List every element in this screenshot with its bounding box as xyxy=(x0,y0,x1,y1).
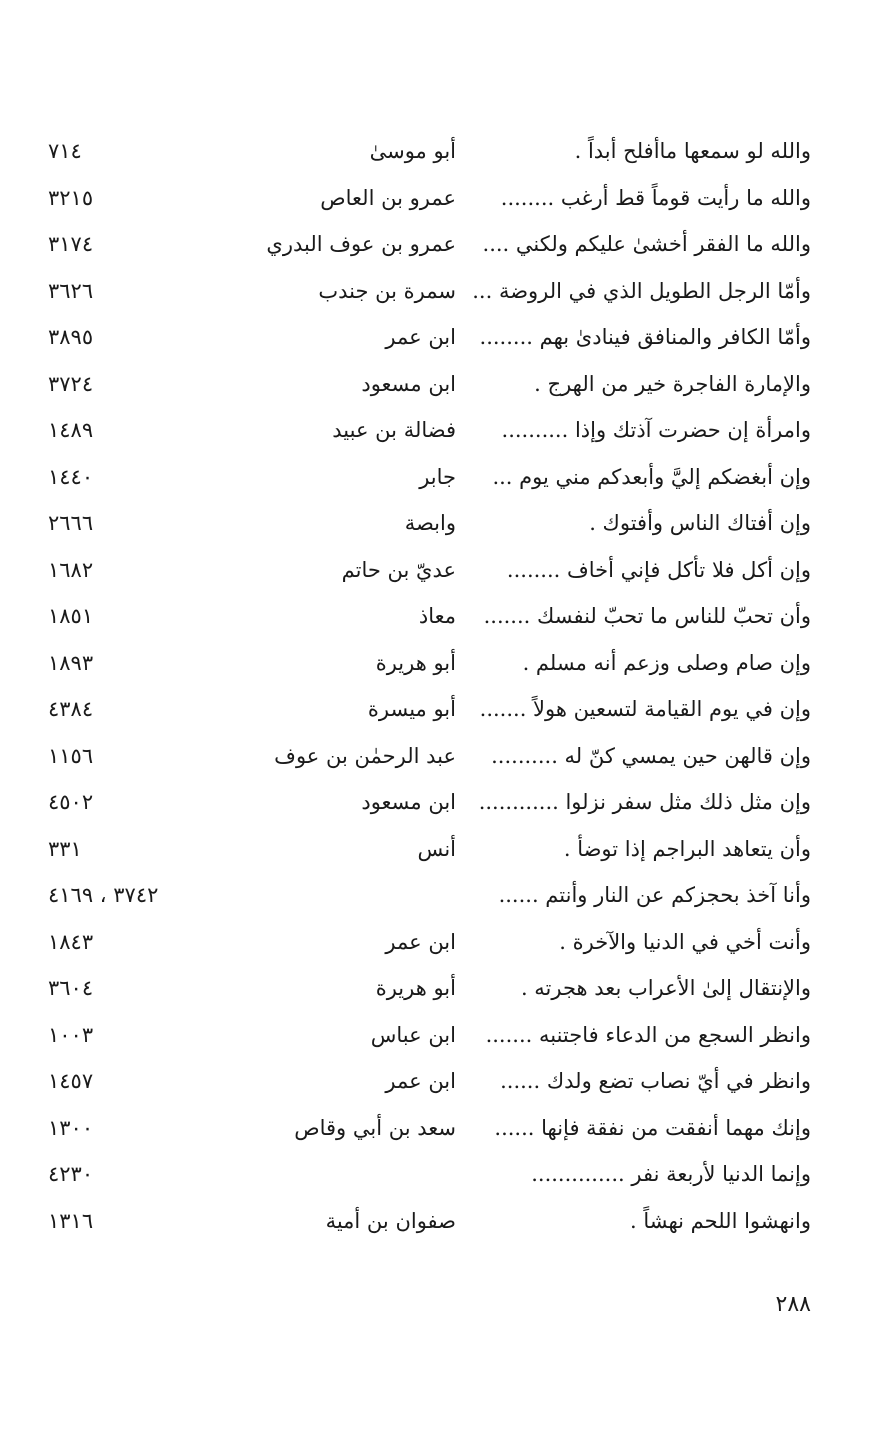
reference-number: ٣٣١ xyxy=(48,836,82,861)
reference-number: ١٨٤٣ xyxy=(48,929,94,954)
hadith-text: وأن يتعاهد البراجم إذا توضأ . xyxy=(563,836,811,861)
narrator-name: وابصة xyxy=(404,511,456,535)
reference-number: ٤٥٠٢ xyxy=(48,790,94,814)
hadith-text: وإن قالهن حين يمسي كنّ له .......... xyxy=(491,743,811,768)
reference-number: ٣٨٩٥ xyxy=(48,325,94,349)
narrator-name: أبو ميسرة xyxy=(367,697,456,721)
index-row xyxy=(0,733,891,780)
reference-number: ١٦٨٢ xyxy=(48,557,94,582)
reference-number: ٣٧٢٤ xyxy=(48,371,94,396)
index-row xyxy=(0,826,891,873)
index-row xyxy=(0,361,891,408)
narrator-name: صفوان بن أمية xyxy=(325,1208,456,1233)
index-row xyxy=(0,175,891,222)
index-row xyxy=(0,454,891,501)
index-row xyxy=(0,1151,891,1198)
narrator-name: أنس xyxy=(417,836,456,861)
reference-number: ٤٢٣٠ xyxy=(48,1162,94,1186)
hadith-text: وإن أفتاك الناس وأفتوك . xyxy=(589,511,811,535)
index-row xyxy=(0,965,891,1012)
hadith-text: وإن صام وصلى وزعم أنه مسلم . xyxy=(522,650,811,675)
narrator-name: ابن عمر xyxy=(385,929,456,954)
page-number: ٢٨٨ xyxy=(775,1292,811,1317)
reference-number: ١٨٥١ xyxy=(48,604,94,628)
index-row xyxy=(0,314,891,361)
narrator-name: سعد بن أبي وقاص xyxy=(294,1115,456,1140)
index-row xyxy=(0,919,891,966)
hadith-text: والله ما الفقر أخشىٰ عليكم ولكني .... xyxy=(482,232,811,256)
hadith-text: وأنا آخذ بحجزكم عن النار وأنتم ...... xyxy=(498,883,811,907)
index-row xyxy=(0,128,891,175)
reference-number: ١٣١٦ xyxy=(48,1208,94,1233)
hadith-index-list xyxy=(0,128,891,1244)
index-row xyxy=(0,779,891,826)
index-row xyxy=(0,268,891,315)
reference-number: ١٣٠٠ xyxy=(48,1115,94,1140)
index-row xyxy=(0,1198,891,1245)
hadith-text: وإنك مهما أنفقت من نفقة فإنها ...... xyxy=(494,1115,811,1140)
hadith-text: والإنتقال إلىٰ الأعراب بعد هجرته . xyxy=(520,976,811,1000)
narrator-name: عمرو بن العاص xyxy=(320,185,456,210)
narrator-name: أبو موسىٰ xyxy=(369,139,456,163)
index-row xyxy=(0,547,891,594)
reference-number: ٣١٧٤ xyxy=(48,232,94,256)
hadith-text: وامرأة إن حضرت آذتك وإذا .......... xyxy=(501,418,811,442)
hadith-text: وإنما الدنيا لأربعة نفر .............. xyxy=(531,1162,811,1186)
hadith-text: وإن مثل ذلك مثل سفر نزلوا ............ xyxy=(478,790,811,814)
narrator-name: ابن عمر xyxy=(385,325,456,349)
reference-number: ٧١٤ xyxy=(48,139,82,163)
hadith-text: وأمّا الكافر والمنافق فينادىٰ بهم ........ xyxy=(479,325,811,349)
index-row xyxy=(0,500,891,547)
hadith-text: والإمارة الفاجرة خير من الهرج . xyxy=(534,371,811,396)
index-row xyxy=(0,1105,891,1152)
reference-number: ٣٢١٥ xyxy=(48,185,94,210)
narrator-name: أبو هريرة xyxy=(375,976,456,1000)
narrator-name: عبد الرحمٰن بن عوف xyxy=(274,743,456,768)
hadith-text: وانهشوا اللحم نهشاً . xyxy=(630,1208,811,1233)
reference-number: ٣٧٤٢ ، ٤١٦٩ xyxy=(48,883,159,907)
index-row xyxy=(0,640,891,687)
reference-number: ١٤٥٧ xyxy=(48,1069,94,1093)
hadith-text: وأمّا الرجل الطويل الذي في الروضة ... xyxy=(472,278,811,303)
narrator-name: ابن مسعود xyxy=(361,790,456,814)
reference-number: ٢٦٦٦ xyxy=(48,511,94,535)
reference-number: ١٠٠٣ xyxy=(48,1022,94,1047)
index-row xyxy=(0,1012,891,1059)
reference-number: ١١٥٦ xyxy=(48,743,94,768)
hadith-text: والله ما رأيت قوماً قط أرغب ........ xyxy=(500,185,811,210)
index-row xyxy=(0,407,891,454)
narrator-name: معاذ xyxy=(418,604,456,628)
narrator-name: ابن عمر xyxy=(385,1069,456,1093)
reference-number: ٣٦٢٦ xyxy=(48,278,94,303)
hadith-text: وانظر في أيّ نصاب تضع ولدك ...... xyxy=(500,1069,811,1093)
hadith-text: وإن أكل فلا تأكل فإني أخاف ........ xyxy=(506,557,811,582)
hadith-text: وإن في يوم القيامة لتسعين هولاً ....... xyxy=(479,697,811,721)
narrator-name: فضالة بن عبيد xyxy=(332,418,456,442)
reference-number: ١٤٤٠ xyxy=(48,464,94,489)
narrator-name: ابن مسعود xyxy=(361,371,456,396)
hadith-text: والله لو سمعها ماأفلح أبداً . xyxy=(574,139,811,163)
reference-number: ١٤٨٩ xyxy=(48,418,94,442)
reference-number: ٣٦٠٤ xyxy=(48,976,94,1000)
hadith-text: وانظر السجع من الدعاء فاجتنبه ....... xyxy=(485,1022,811,1047)
hadith-text: وإن أبغضكم إليَّ وأبعدكم مني يوم ... xyxy=(492,464,811,489)
index-row xyxy=(0,221,891,268)
narrator-name: أبو هريرة xyxy=(375,650,456,675)
hadith-text: وأنت أخي في الدنيا والآخرة . xyxy=(559,929,811,954)
index-row xyxy=(0,872,891,919)
index-row xyxy=(0,686,891,733)
narrator-name: جابر xyxy=(419,464,456,489)
narrator-name: عمرو بن عوف البدري xyxy=(266,232,456,256)
hadith-text: وأن تحبّ للناس ما تحبّ لنفسك ....... xyxy=(483,604,811,628)
narrator-name: عديّ بن حاتم xyxy=(341,557,456,582)
index-row xyxy=(0,1058,891,1105)
reference-number: ٤٣٨٤ xyxy=(48,697,94,721)
reference-number: ١٨٩٣ xyxy=(48,650,94,675)
narrator-name: سمرة بن جندب xyxy=(318,278,456,303)
narrator-name: ابن عباس xyxy=(370,1022,456,1047)
index-row xyxy=(0,593,891,640)
